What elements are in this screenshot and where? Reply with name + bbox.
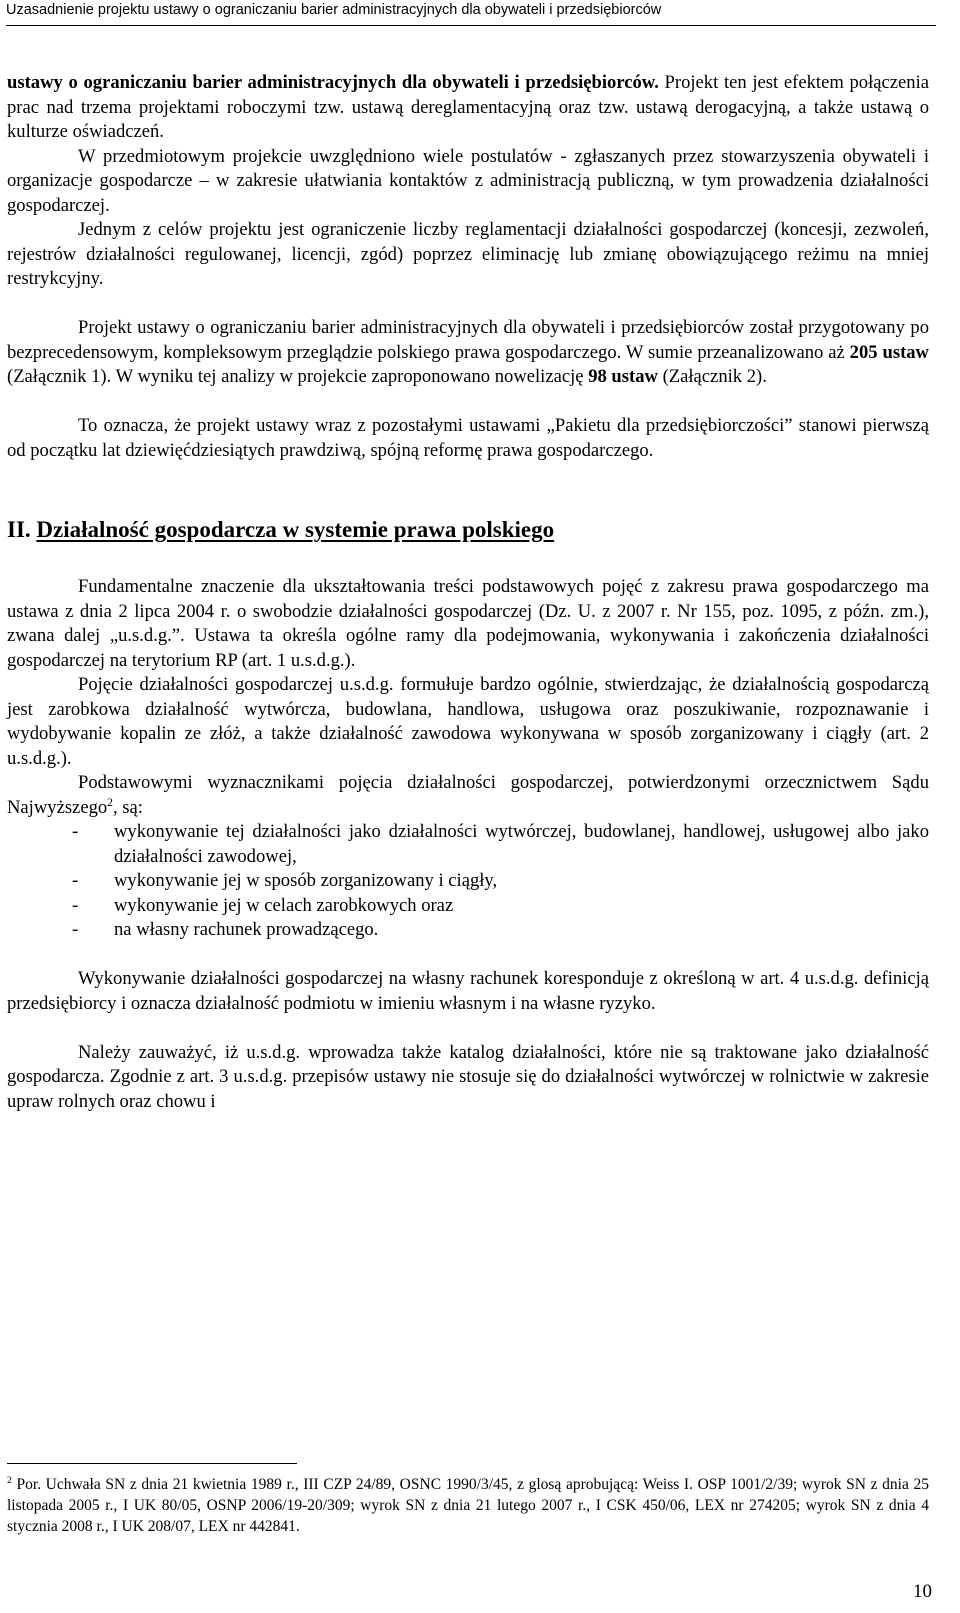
footnote-divider [7, 1463, 297, 1464]
list-item-text: na własny rachunek prowadzącego. [114, 919, 379, 940]
review-count-analyzed: 205 ustaw [849, 341, 929, 363]
review-text-c: (Załącznik 1). W wyniku tej analizy w projekcie zaproponowano nowelizację [7, 366, 589, 387]
list-item-text: wykonywanie jej w sposób zorganizowany i ciągły, [114, 870, 498, 891]
footnote-reference: 2 [107, 796, 113, 809]
header-divider [6, 25, 936, 26]
review-count-amended: 98 ustaw [588, 366, 658, 387]
page-number: 10 [913, 1581, 932, 1602]
running-header: Uzasadnienie projektu ustawy o ograniczaniu barier administracyjnych dla obywateli i przedsiębiorców [6, 2, 662, 18]
list-item [7, 894, 929, 919]
paragraph-fundamental: Fundamentalne znaczenie dla ukształtowania treści podstawowych pojęć z zakresu prawa gospodarczego ma ustawa z dnia 2 lipca 2004 r. o swobodzie działalności gospodarczej (Dz. U. z 2007 r. Nr 155, poz. 1095, z późn. zm.), zwana dalej „u.s.d.g.”. Ustawa ta określa ogólne ramy dla podejmowania, wykonywania i zakończenia działalności gospodarczej na terytorium RP (art. 1 u.s.d.g.). [7, 576, 929, 671]
section-heading [7, 515, 929, 545]
section-title: Działalność gospodarcza w systemie prawa polskiego [36, 517, 555, 542]
determinants-text-end: , są: [112, 796, 143, 818]
list-item-text: wykonywanie jej w celach zarobkowych oraz [114, 894, 454, 916]
list-dash: - [72, 870, 79, 891]
paragraph-determinants [7, 771, 929, 820]
paragraph-intro-text: Projekt ten jest efektem połączenia prac nad trzema projektami roboczymi tzw. ustawą dereglamentacyjną oraz tzw. ustawą derogacyjną, a także ustawą o kulturze oświadczeń. [7, 72, 929, 142]
list-item [7, 918, 929, 943]
list-dash: - [72, 894, 79, 916]
list-item-text: wykonywanie tej działalności jako działalności wytwórczej, budowlanej, handlowej, usługowej albo jako działalności zawodowej, [114, 821, 929, 867]
paragraph-reform: To oznacza, że projekt ustawy wraz z pozostałymi ustawami „Pakietu dla przedsiębiorczości” stanowi pierwszą od początku lat dziewięćdziesiątych prawdziwą, spójną reformę prawa gospodarczego. [7, 415, 929, 461]
bold-lead-text: ustawy o ograniczaniu barier administracyjnych dla obywateli i przedsiębiorców. [7, 72, 659, 93]
review-text-a: Projekt ustawy o ograniczaniu barier administracyjnych dla obywateli i przedsiębiorców został przygotowany po bezprecedensowym, kompleksowym przeglądzie polskiego prawa gospodarczego. W sumie przeanalizowano aż [7, 317, 929, 363]
determinants-list [7, 820, 929, 943]
document-body [7, 71, 929, 1114]
paragraph-goals: Jednym z celów projektu jest ograniczenie liczby reglamentacji działalności gospodarczej (koncesji, zezwoleń, rejestrów działalności regulowanej, licencji, zgód) poprzez eliminację lub zmianę obowiązującego reżimu na mniej restrykcyjny. [7, 219, 929, 289]
review-text-e: (Załącznik 2). [657, 366, 767, 387]
paragraph-definition: Pojęcie działalności gospodarczej u.s.d.g. formułuje bardzo ogólnie, stwierdzając, że działalnością gospodarczą jest zarobkowa działalność wytwórcza, budowlana, handlowa, usługowa oraz poszukiwanie, rozpoznawanie i wydobywanie kopalin ze złóż, a także działalność zawodowa wykonywana w sposób zorganizowany i ciągły (art. 2 u.s.d.g.). [7, 674, 929, 769]
footnote-marker: 2 [7, 1474, 12, 1486]
list-item [7, 820, 929, 869]
paragraph-intro [7, 71, 929, 145]
list-item [7, 869, 929, 894]
section-number: II. [7, 517, 31, 542]
footnote [7, 1474, 929, 1537]
determinants-text: Podstawowymi wyznacznikami pojęcia działalności gospodarczej, potwierdzonymi orzecznictwem Sądu Najwyższego [7, 772, 929, 818]
paragraph-exclusions: Należy zauważyć, iż u.s.d.g. wprowadza także katalog działalności, które nie są traktowane jako działalność gospodarcza. Zgodnie z art. 3 u.s.d.g. przepisów ustawy nie stosuje się do działalności wytwórczej w rolnictwie w zakresie upraw rolnych oraz chowu i [7, 1041, 929, 1112]
paragraph-own-account: Wykonywanie działalności gospodarczej na własny rachunek koresponduje z określoną w art. 4 u.s.d.g. definicją przedsiębiorcy i oznacza działalność podmiotu w imieniu własnym i na własne ryzyko. [7, 968, 929, 1014]
list-dash: - [72, 821, 79, 842]
list-dash: - [72, 919, 79, 940]
paragraph-postulates: W przedmiotowym projekcie uwzględniono wiele postulatów - zgłaszanych przez stowarzyszenia obywateli i organizacje gospodarcze – w zakresie ułatwiania kontaktów z administracją publiczną, w tym prowadzenia działalności gospodarczej. [7, 145, 929, 216]
paragraph-review [7, 316, 929, 390]
footnote-text: Por. Uchwała SN z dnia 21 kwietnia 1989 r., III CZP 24/89, OSNC 1990/3/45, z glosą aprobującą: Weiss I. OSP 1001/2/39; wyrok SN z dnia 25 listopada 2005 r., I UK 80/05, OSNP 2006/19-20/309; wyrok SN z dnia 21 lutego 2007 r., I CSK 450/06, LEX nr 274205; wyrok SN z dnia 4 stycznia 2008 r., I UK 208/07, LEX nr 442841. [7, 1476, 929, 1535]
